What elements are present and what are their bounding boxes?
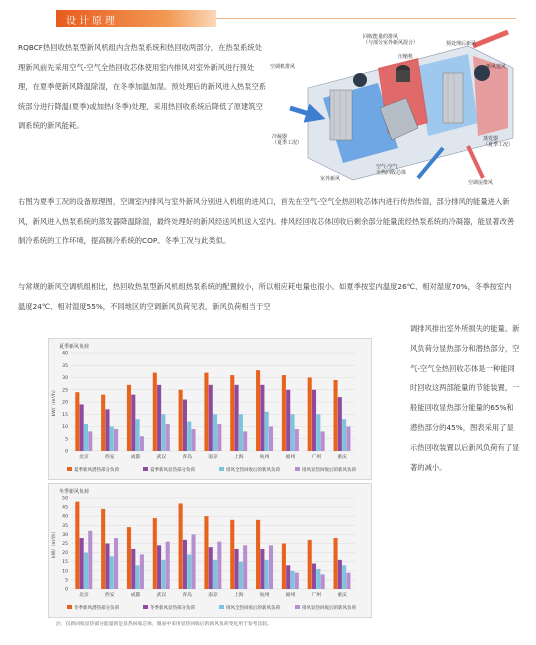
category-label: 成都	[130, 593, 141, 598]
y-tick-label: 35	[62, 523, 68, 529]
y-tick-label: 45	[62, 505, 68, 511]
bar	[230, 375, 234, 451]
category-label: 西安	[104, 455, 115, 460]
bar	[316, 569, 320, 589]
bar	[321, 574, 325, 589]
exhaust-out-arrow	[473, 32, 508, 46]
diagram-label-line: 空调机排风	[270, 64, 296, 70]
y-axis-label: kW/（m³/h）	[52, 387, 57, 417]
bar	[166, 424, 170, 451]
y-tick-label: 10	[62, 425, 68, 430]
y-tick-label: 50	[62, 496, 68, 502]
intro-paragraph: RQBCF热回收热泵型新风机组内含热泵系统和热回收两部分，在热泵系统处理新风前先采用空气-空气全热回收芯体使用室内排风对室外新风进行预处理，在夏季使新风降温除湿，在冬季加温加湿。预处理后的新风进入热泵空系统部分进行降温(夏季)或加热(冬季)处理，采用热回收系统后降低了原建筑空调系统的新风能耗。	[18, 43, 267, 130]
diagram-label-line: 全热回收芯体	[376, 170, 407, 176]
bar	[269, 545, 273, 589]
category-label: 上海	[234, 593, 244, 598]
legend-swatch	[295, 605, 300, 609]
y-tick-label: 30	[62, 376, 68, 381]
unit-principle-diagram	[268, 28, 526, 188]
y-tick-label: 20	[62, 551, 68, 557]
label-room-exhaust	[270, 63, 295, 70]
bar	[105, 409, 109, 451]
exhaust-fan-icon	[353, 73, 367, 87]
bar	[312, 390, 316, 451]
bar	[204, 516, 208, 589]
bar	[101, 395, 105, 451]
diagram-label-line: （夏季工况）	[272, 140, 303, 146]
category-label: 福州	[285, 593, 296, 598]
legend-label: 排风全热回收后的新风负荷	[226, 606, 280, 611]
bar	[338, 560, 342, 589]
y-tick-label: 35	[62, 363, 68, 369]
bar	[217, 424, 221, 451]
bar	[131, 549, 135, 589]
bar	[209, 547, 213, 589]
bar	[80, 404, 84, 451]
y-tick-label: 20	[62, 400, 68, 406]
legend-label: 冬季新风潜热部分负荷	[74, 606, 119, 611]
category-label: 成都	[130, 455, 141, 460]
summer-load-chart	[48, 338, 372, 480]
bar	[213, 414, 217, 451]
legend-swatch	[143, 467, 148, 471]
y-tick-label: 40	[62, 514, 68, 520]
bar	[183, 400, 187, 451]
explain-paragraph: 右图为夏季工况的设备原理图，空调室内排风与室外新风分别进入机组的进风口，首先在空气-空气全热回收芯体内进行传热传湿，部分排风的能量进入新风，新风进入热泵系统的蒸发器降温除湿，最终处理好的新风经送风机送入室内。排风经回收芯体回收后剩余部分能量流经热泵系统的冷凝器，能显著改善制冷系统的工作环境，提高制冷系统的COP。冬季工况与此类似。	[18, 197, 515, 245]
footnote: 注：仅新回收显热部分能量的是显热回收芯体，图表中采用显热回收后的新风负荷变化用于参考比较。	[56, 622, 272, 627]
bar	[243, 431, 247, 451]
legend-swatch	[295, 467, 300, 471]
legend-label: 排风显热回收后的新风负荷	[302, 468, 356, 473]
legend-label: 夏季新风显热部分负荷	[150, 468, 195, 473]
diagram-label-line: 室外新风	[320, 176, 341, 182]
category-label: 广州	[311, 593, 322, 598]
bar	[308, 540, 312, 589]
winter-load-chart-svg	[49, 484, 371, 617]
bar	[179, 503, 183, 589]
diagram-label-line: 压缩机	[398, 54, 414, 60]
diagram-label-line: （夏季工况）	[483, 142, 514, 148]
bar	[187, 422, 191, 451]
bar	[136, 419, 140, 451]
legend-swatch	[67, 467, 72, 471]
legend-swatch	[67, 605, 72, 609]
bar	[295, 429, 299, 451]
y-tick-label: 15	[62, 412, 68, 418]
bar	[256, 370, 260, 451]
bar	[166, 542, 170, 589]
bar	[265, 560, 269, 589]
room-return-arrow	[468, 146, 483, 178]
legend-swatch	[219, 605, 224, 609]
category-label: 上海	[234, 455, 244, 460]
bar	[187, 554, 191, 589]
bar	[260, 385, 264, 451]
detail-paragraph: 与常规的新风空调机组相比，热回收热泵型新风机组热泵系统的配置较小，所以相应耗电量也很小。如夏季按室内温度26℃、相对湿度70%，冬季按室内温度24℃、相对湿度55%，不同地区的空调新风负荷见表，新风负荷相当于空	[18, 282, 512, 311]
bar	[88, 531, 92, 589]
bar	[161, 560, 165, 589]
legend-label: 夏季新风潜热部分负荷	[74, 468, 119, 473]
category-label: 青岛	[182, 455, 192, 460]
category-label: 武汉	[156, 455, 167, 460]
category-label: 西安	[104, 593, 115, 598]
label-fresh-supply	[486, 63, 506, 70]
bar	[230, 520, 234, 589]
bar	[191, 429, 195, 451]
bar	[209, 385, 213, 451]
bar	[140, 554, 144, 589]
bar	[333, 380, 337, 451]
y-axis-label: kW/（m³/h）	[52, 529, 57, 558]
bar	[342, 419, 346, 451]
bar	[75, 502, 79, 589]
bar	[312, 564, 316, 589]
bar	[161, 414, 165, 451]
bar	[204, 373, 208, 451]
bar	[110, 427, 114, 452]
bar	[342, 565, 346, 589]
label-pretreated-air	[446, 40, 476, 47]
legend-label: 排风全热回收后的新风负荷	[226, 468, 280, 473]
category-label: 杭州	[259, 593, 270, 598]
bar	[140, 436, 144, 451]
bar	[235, 385, 239, 451]
bar	[157, 385, 161, 451]
y-tick-label: 15	[62, 560, 68, 566]
bar	[105, 544, 109, 590]
category-label: 青岛	[182, 593, 192, 598]
section-header	[56, 10, 216, 27]
y-tick-label: 5	[65, 437, 68, 443]
condenser-coil	[330, 90, 352, 140]
bar	[131, 395, 135, 451]
label-exhaust-fan	[363, 33, 418, 46]
bar	[179, 390, 183, 451]
category-label: 北京	[79, 455, 89, 460]
bar	[153, 518, 157, 589]
bar	[286, 390, 290, 451]
y-tick-label: 40	[62, 351, 68, 357]
category-label: 北京	[79, 593, 89, 598]
bar	[191, 534, 195, 589]
diagram-label-line: 空气-空气	[376, 164, 398, 170]
bar	[269, 427, 273, 452]
bar	[286, 565, 290, 589]
bar	[213, 560, 217, 589]
label-condenser	[272, 133, 302, 146]
bar	[290, 571, 294, 589]
chart-title: 冬季新风负荷	[59, 489, 90, 495]
header-rule	[216, 18, 516, 19]
bar	[136, 565, 140, 589]
label-room-return	[468, 179, 493, 186]
label-outdoor-fresh	[320, 175, 340, 182]
bar	[290, 414, 294, 451]
bar	[110, 556, 114, 589]
legend-swatch	[143, 605, 148, 609]
bar	[260, 549, 264, 589]
bar	[308, 378, 312, 452]
compressor-body	[396, 70, 410, 82]
summer-load-chart-svg	[49, 339, 371, 479]
bar	[80, 538, 84, 589]
diagram-label-line: （与部分室外新风混合）	[363, 40, 419, 46]
legend-label: 冬季新风显热部分负荷	[150, 606, 195, 611]
y-tick-label: 10	[62, 569, 68, 575]
bar	[239, 562, 243, 589]
bar	[282, 375, 286, 451]
bar	[75, 392, 79, 451]
y-tick-label: 30	[62, 532, 68, 538]
y-tick-label: 0	[65, 587, 68, 593]
category-label: 福州	[285, 455, 296, 460]
bar	[157, 545, 161, 589]
category-label: 杭州	[259, 455, 270, 460]
bar	[235, 549, 239, 589]
diagram-label-line: 蒸发器	[483, 136, 499, 142]
y-tick-label: 25	[62, 388, 68, 394]
category-label: 重庆	[337, 455, 347, 460]
diagram-label-line: 空调房排风	[468, 180, 494, 186]
bar	[88, 431, 92, 451]
bar	[239, 414, 243, 451]
bar	[84, 553, 88, 589]
bar	[114, 538, 118, 589]
bar	[295, 573, 299, 589]
winter-load-chart	[48, 483, 372, 618]
bar	[265, 412, 269, 451]
bar	[316, 414, 320, 451]
bar	[127, 527, 131, 589]
section-title: 设计原理	[66, 16, 118, 27]
legend-swatch	[219, 467, 224, 471]
bar	[321, 431, 325, 451]
y-tick-label: 25	[62, 542, 68, 547]
category-label: 南京	[208, 455, 218, 460]
legend-label: 排风显热回收后的新风负荷	[302, 606, 356, 611]
bar	[101, 509, 105, 589]
y-tick-label: 0	[65, 449, 68, 455]
label-compressor	[398, 53, 413, 60]
evaporator-coil	[443, 73, 463, 123]
category-label: 武汉	[156, 593, 167, 598]
bar	[183, 540, 187, 589]
bar	[338, 397, 342, 451]
bar	[282, 544, 286, 590]
bar	[243, 545, 247, 589]
diagram-label-line: 冷凝器	[272, 134, 288, 140]
bar	[333, 538, 337, 589]
y-tick-label: 5	[65, 578, 68, 584]
diagram-label-line: 预处理后新风	[446, 41, 477, 47]
category-label: 南京	[208, 593, 218, 598]
bar	[346, 573, 350, 589]
bar	[84, 424, 88, 451]
category-label: 重庆	[337, 593, 347, 598]
bar	[217, 542, 221, 589]
bar	[114, 429, 118, 451]
bar	[346, 427, 350, 452]
side-paragraph: 调排风排出室外所损失的能量。新风负荷分显热部分和潜热部分，空气-空气全热回收芯体是一种能同时回收这两部能量的节能装置，一般能回收显热部分能量的65%和潜热部分的45%，图表采用了显示热回收装置以后新风负荷有了显著的减小。	[410, 324, 520, 472]
diagram-label-line: 新风送风	[486, 64, 507, 70]
diagram-label-line: 回收能量的排风	[363, 34, 399, 40]
bar	[127, 385, 131, 451]
bar	[256, 520, 260, 589]
bar	[153, 373, 157, 451]
chart-title: 夏季新风负荷	[59, 344, 90, 350]
category-label: 广州	[311, 455, 322, 460]
